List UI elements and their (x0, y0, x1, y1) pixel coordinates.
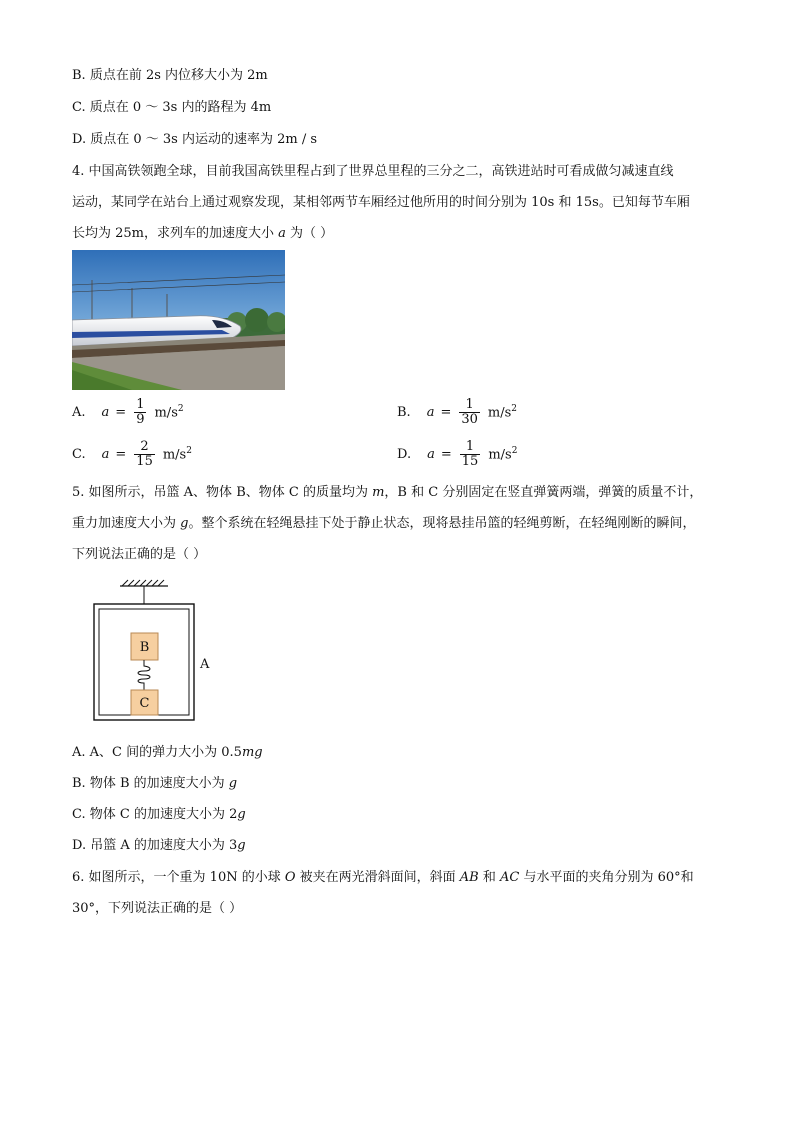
q4-stem-line2: 运动，某同学在站台上通过观察发现，某相邻两节车厢经过他所用的时间分别为 10s 和 15s。已知每节车厢 (72, 195, 690, 210)
q4-stem-line3: 长均为 25m，求列车的加速度大小 a 为（ ） (72, 226, 334, 241)
q6-stem-line1: 6. 如图所示，一个重为 10N 的小球 O 被夹在两光滑斜面间，斜面 AB 和 AC 与水平面的夹角分别为 60°和 (72, 870, 694, 885)
q4-option-d: D. a = $\frac{1}{15}$ $m/s^2$ (397, 439, 518, 469)
q3-option-c: C. 质点在 0 ～ 3s 内的路程为 4m (72, 100, 272, 115)
q5-option-b: B. 物体 B 的加速度大小为 g (72, 776, 238, 791)
q5-stem-line1: 5. 如图所示，吊篮 A、物体 B、物体 C 的质量均为 m，B 和 C 分别固定在竖直弹簧两端，弹簧的质量不计， (72, 485, 703, 500)
block-b-label: B (139, 640, 150, 655)
block-c-label: C (139, 696, 150, 711)
q5-stem-line3: 下列说法正确的是（ ） (72, 547, 207, 562)
basket-a-label: A (200, 657, 210, 672)
q5-option-c: C. 物体 C 的加速度大小为 2g (72, 807, 246, 822)
hanging-basket-diagram (72, 574, 232, 724)
q5-option-d: D. 吊篮 A 的加速度大小为 3g (72, 838, 246, 853)
q4-option-a: A. a = $\frac{1}{9}$ $m/s^2$ (72, 397, 184, 427)
high-speed-train-photo (72, 250, 285, 390)
q4-stem-line1: 4. 中国高铁领跑全球，目前我国高铁里程占到了世界总里程的三分之二，高铁进站时可看成做匀减速直线 (72, 164, 674, 179)
q3-option-d: D. 质点在 0 ～ 3s 内运动的速率为 2m / s (72, 132, 318, 147)
q6-stem-line2: 30°，下列说法正确的是（ ） (72, 901, 243, 916)
q4-option-b: B. a = $\frac{1}{30}$ $m/s^2$ (397, 397, 518, 427)
q5-option-a: A. A、C 间的弹力大小为 0.5mg (72, 745, 263, 760)
q5-stem-line2: 重力加速度大小为 g。整个系统在轻绳悬挂下处于静止状态，现将悬挂吊篮的轻绳剪断，在轻绳刚断的瞬间， (72, 516, 696, 531)
q3-option-b: B. 质点在前 2s 内位移大小为 2m (72, 68, 268, 83)
q4-option-c: C. a = $\frac{2}{15}$ $m/s^2$ (72, 439, 192, 469)
